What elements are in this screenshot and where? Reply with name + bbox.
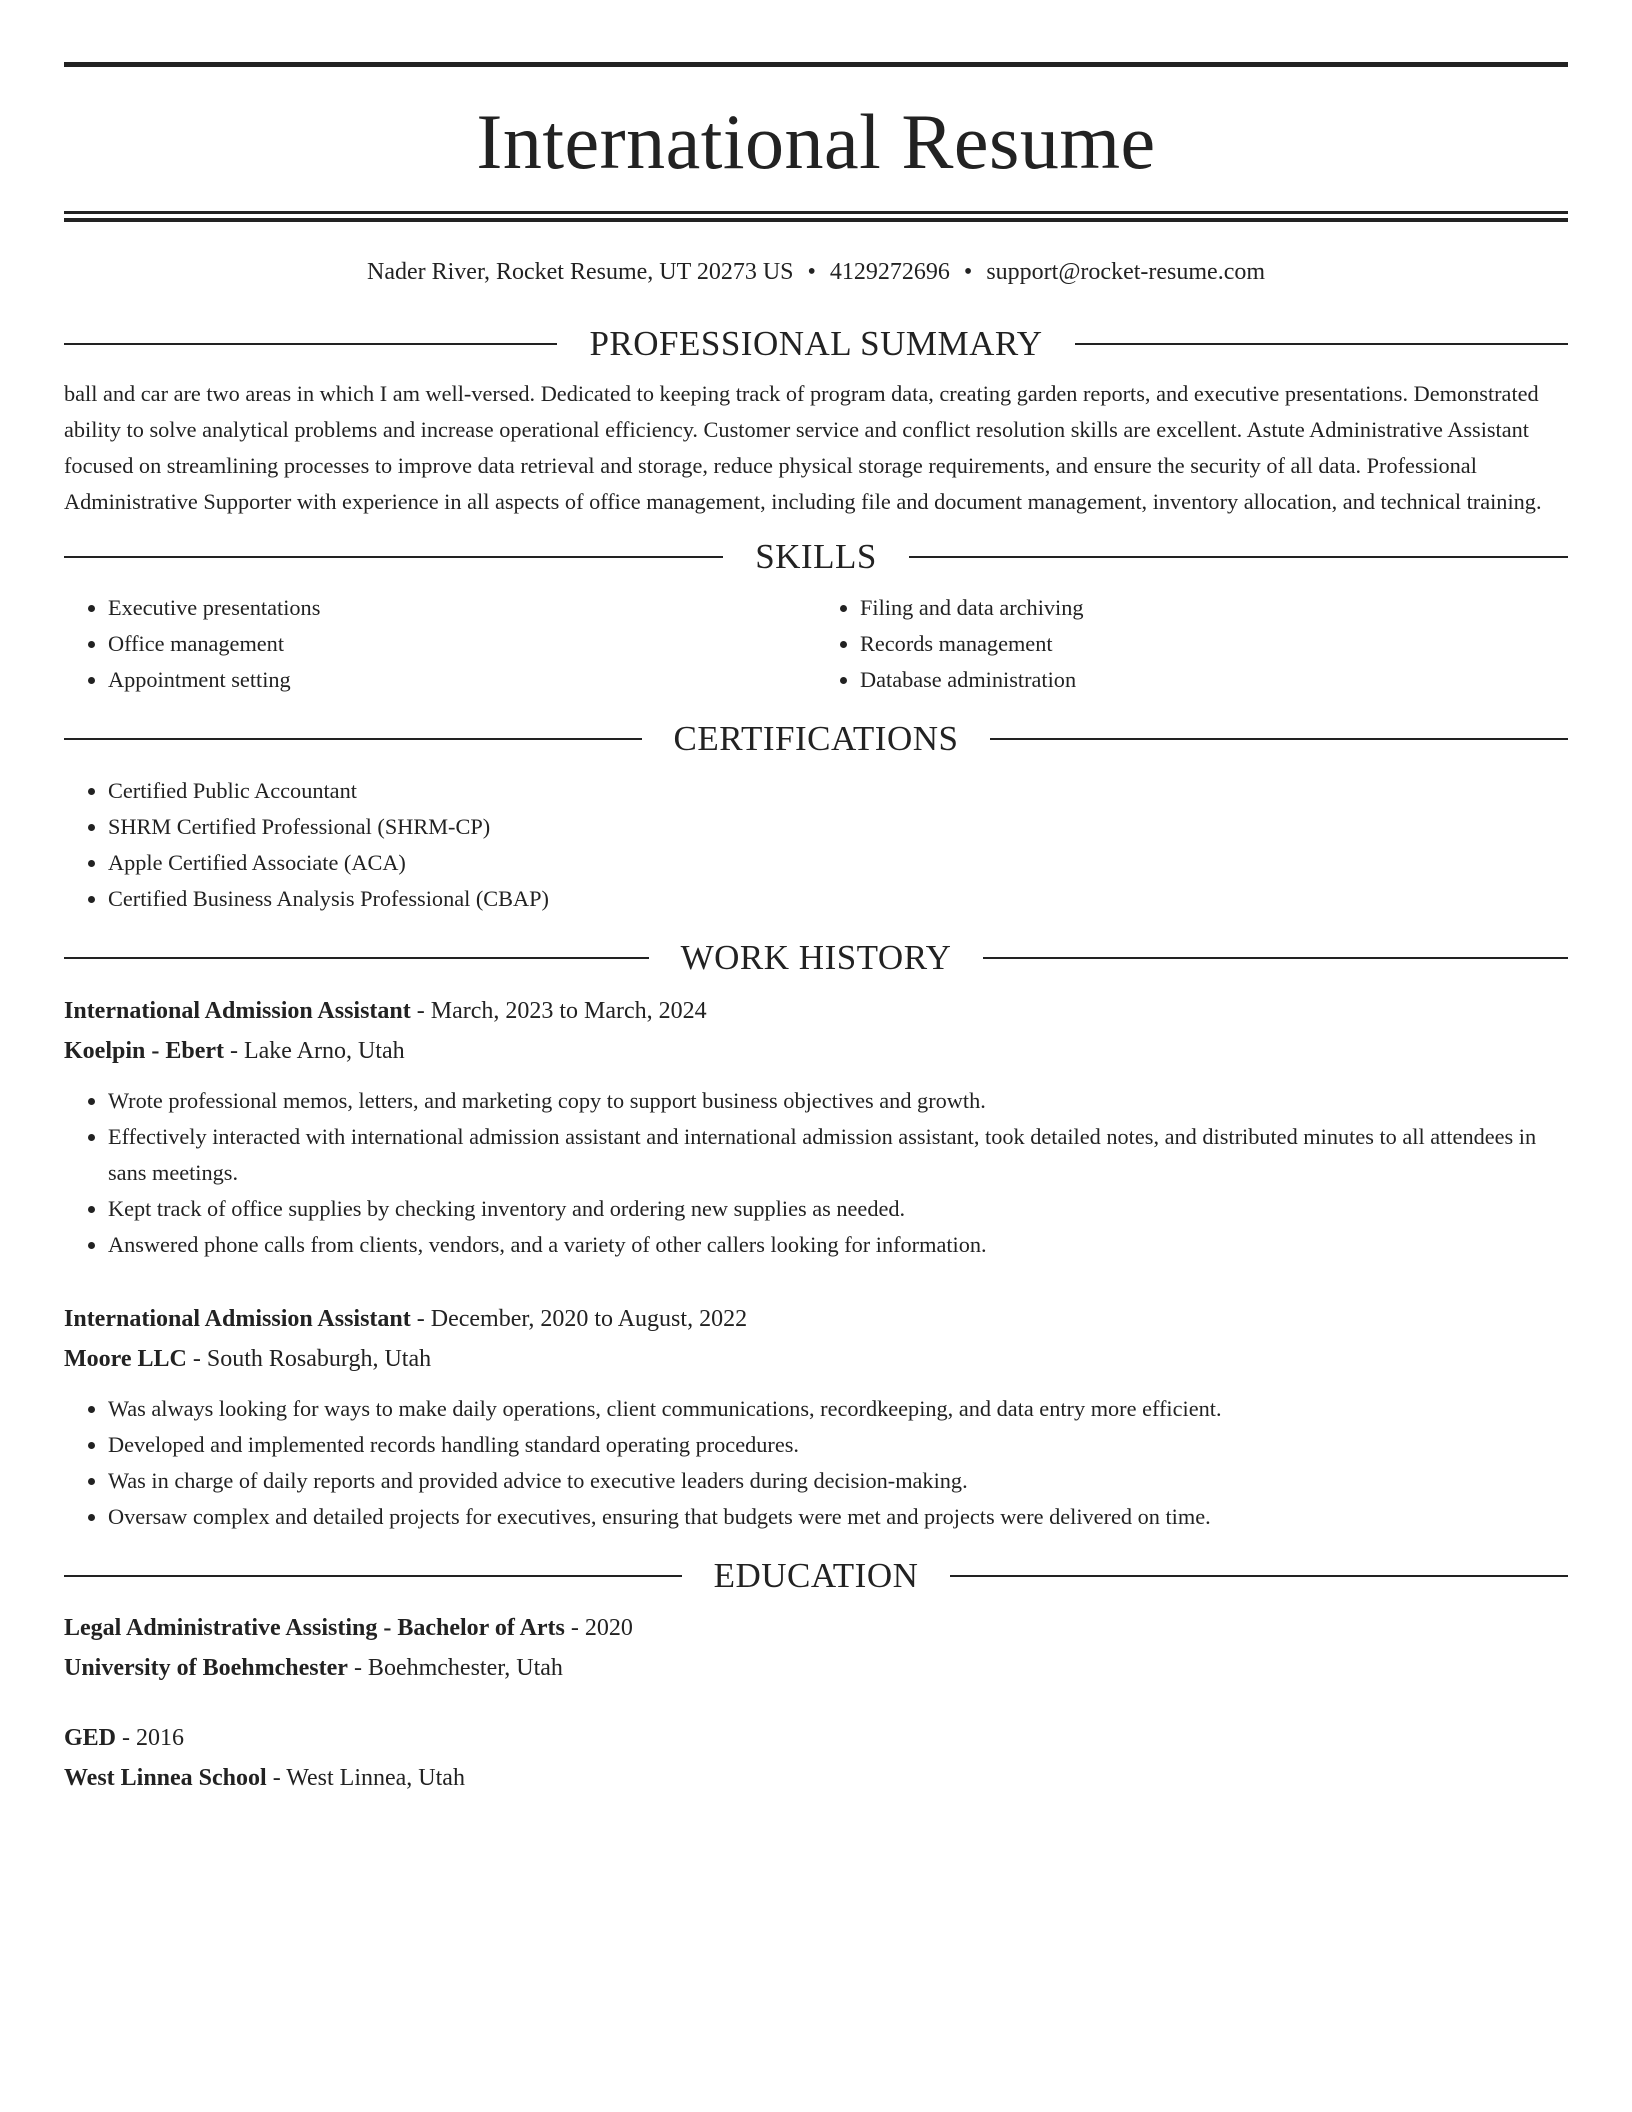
job-title: International Admission Assistant (64, 1305, 411, 1332)
contact-email: support@rocket-resume.com (986, 259, 1266, 285)
heading-rule-right (1075, 343, 1568, 345)
job-location: - Lake Arno, Utah (230, 1037, 405, 1064)
skill-item: • Office management (108, 626, 816, 662)
skills-list (64, 590, 1568, 698)
certification-item: • Certified Business Analysis Professional (CBAP) (108, 881, 1568, 917)
education-entry (64, 1718, 1568, 1798)
job-bullet: • Kept track of office supplies by checking inventory and ordering new supplies as needed. (108, 1191, 1568, 1227)
skill-item: • Database administration (860, 662, 1568, 698)
section-title: PROFESSIONAL SUMMARY (589, 323, 1043, 363)
skill-item: • Appointment setting (108, 662, 816, 698)
job-company: Koelpin - Ebert (64, 1037, 224, 1064)
skills-heading (64, 534, 1568, 580)
job-dates: - December, 2020 to August, 2022 (416, 1305, 748, 1332)
job-bullet: • Was always looking for ways to make daily operations, client communications, recordkeeping, and data entry more efficient. (108, 1391, 1568, 1427)
job-bullets (64, 1391, 1568, 1535)
education-school: West Linnea School (64, 1765, 267, 1792)
education-school-line (64, 1648, 1568, 1688)
summary-heading (64, 321, 1568, 367)
education-degree-line (64, 1718, 1568, 1758)
contact-line (64, 258, 1568, 287)
contact-phone: 4129272696 (829, 259, 950, 285)
skills-column-right (816, 590, 1568, 698)
resume-title: International Resume (476, 98, 1156, 185)
job-bullet: • Was in charge of daily reports and provided advice to executive leaders during decision-making. (108, 1463, 1568, 1499)
job-bullet: • Wrote professional memos, letters, and marketing copy to support business objectives and growth. (108, 1083, 1568, 1119)
heading-rule-left (64, 343, 557, 345)
job-dates: - March, 2023 to March, 2024 (416, 997, 707, 1024)
skill-item: • Filing and data archiving (860, 590, 1568, 626)
job-bullet: • Effectively interacted with international admission assistant and international admission assistant, took detailed notes, and distributed minutes to all attendees in sans meetings. (108, 1119, 1568, 1191)
heading-rule-right (909, 556, 1568, 558)
contact-separator: • (807, 259, 816, 285)
job-company-line (64, 1031, 1568, 1071)
contact-separator: • (963, 259, 973, 285)
education-degree-line (64, 1608, 1568, 1648)
job-entry (64, 991, 1568, 1263)
education-entry (64, 1608, 1568, 1688)
certification-item: • Apple Certified Associate (ACA) (108, 845, 1568, 881)
certifications-list (64, 773, 1568, 917)
job-title-line (64, 991, 1568, 1031)
work-history-heading (64, 935, 1568, 981)
heading-rule-left (64, 738, 642, 740)
heading-rule-left (64, 957, 649, 959)
job-title-line (64, 1299, 1568, 1339)
education-degree: Legal Administrative Assisting - Bachelor of Arts (64, 1615, 565, 1642)
job-company-line (64, 1339, 1568, 1379)
education-location: - West Linnea, Utah (272, 1765, 465, 1792)
section-title: CERTIFICATIONS (673, 718, 959, 758)
job-bullet: • Answered phone calls from clients, vendors, and a variety of other callers looking for information. (108, 1227, 1568, 1263)
section-title: WORK HISTORY (680, 938, 952, 978)
job-title: International Admission Assistant (64, 997, 411, 1024)
education-school-line (64, 1758, 1568, 1798)
certification-item: • Certified Public Accountant (108, 773, 1568, 809)
skills-column-left (64, 590, 816, 698)
education-location: - Boehmchester, Utah (353, 1655, 563, 1682)
job-entry (64, 1299, 1568, 1535)
job-bullet: • Oversaw complex and detailed projects for executives, ensuring that budgets were met and projects were delivered on time. (108, 1499, 1568, 1535)
skill-item: • Executive presentations (108, 590, 816, 626)
section-title: EDUCATION (713, 1555, 919, 1595)
heading-rule-right (950, 1575, 1568, 1577)
education-year: - 2020 (570, 1615, 633, 1642)
education-year: - 2016 (122, 1725, 185, 1752)
heading-rule-left (64, 556, 723, 558)
certification-item: • SHRM Certified Professional (SHRM-CP) (108, 809, 1568, 845)
top-rule (64, 62, 1568, 67)
job-company: Moore LLC (64, 1345, 187, 1372)
job-bullets (64, 1083, 1568, 1263)
skill-item: • Records management (860, 626, 1568, 662)
section-title: SKILLS (755, 537, 877, 577)
title-double-rule (64, 211, 1568, 222)
education-school: University of Boehmchester (64, 1655, 348, 1682)
certifications-heading (64, 716, 1568, 762)
job-location: - South Rosaburgh, Utah (192, 1345, 432, 1372)
heading-rule-right (983, 957, 1568, 959)
job-bullet: • Developed and implemented records handling standard operating procedures. (108, 1427, 1568, 1463)
summary-text: ball and car are two areas in which I am well-versed. Dedicated to keeping track of program data, creating garden reports, and executive presentations. Demonstrated ability to solve analytical problems and increase operational efficiency. Customer service and conflict resolution skills are excellent. Astute Administrative Assistant focused on streamlining processes to improve data retrieval and storage, reduce physical storage requirements, and ensure the security of all data. Professional Administrative Supporter with experience in all aspects of office management, including file and document management, inventory allocation, and technical training. (64, 381, 1542, 515)
contact-address: Nader River, Rocket Resume, UT 20273 US (366, 259, 794, 285)
education-heading (64, 1553, 1568, 1599)
heading-rule-right (990, 738, 1568, 740)
education-degree: GED (64, 1725, 117, 1752)
heading-rule-left (64, 1575, 682, 1577)
